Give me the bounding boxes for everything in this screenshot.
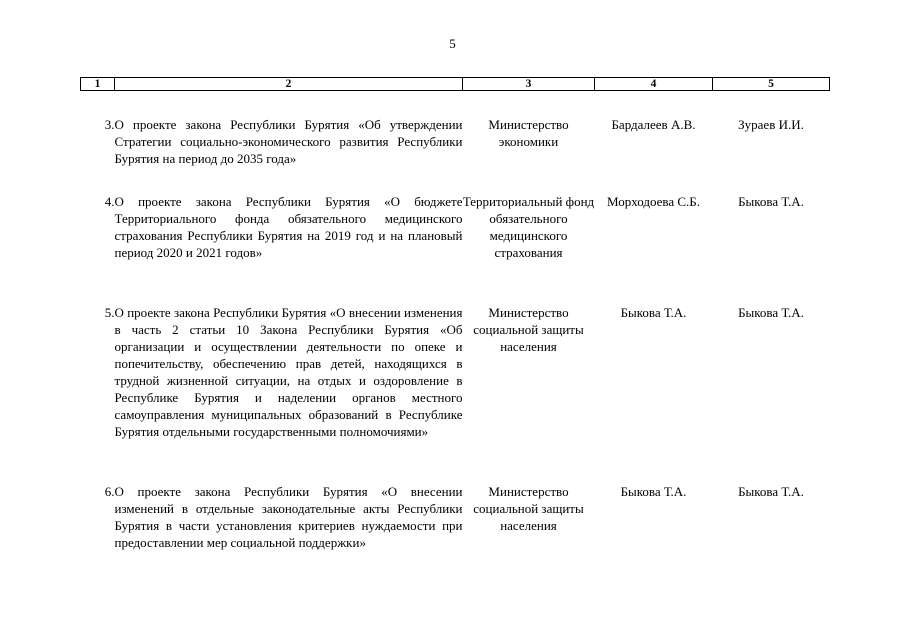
row-rapporteur: Быкова Т.А. xyxy=(620,484,687,499)
table-row xyxy=(81,167,830,261)
row-organization: Министерство социальной защиты населения xyxy=(473,305,584,354)
row-rapporteur: Бардалеев А.В. xyxy=(611,117,696,132)
row-title: О проекте закона Республики Бурятия «О внесении изменений в отдельные законодательные акты Республики Бурятия в части установления критериев нуждаемости при предоставлении мер социальной поддержки» xyxy=(114,484,463,550)
page-number: 5 xyxy=(449,36,456,51)
header-col-1: 1 xyxy=(81,78,115,91)
row-number: 6. xyxy=(104,484,115,499)
agenda-table xyxy=(80,77,830,551)
row-coreporter: Зураев И.И. xyxy=(738,117,804,132)
row-title: О проекте закона Республики Бурятия «Об утверждении Стратегии социально-экономического развития Республики Бурятия на период до 2035 года» xyxy=(114,117,463,166)
table-row xyxy=(81,91,830,168)
row-organization: Министерство социальной защиты населения xyxy=(473,484,584,533)
table-row xyxy=(81,261,830,440)
row-organization: Территориальный фонд обязательного медицинского страхования xyxy=(462,194,595,260)
row-number: 5. xyxy=(104,305,115,320)
row-organization: Министерство экономики xyxy=(488,117,569,149)
header-col-5: 5 xyxy=(713,78,830,91)
row-title: О проекте закона Республики Бурятия «О бюджете Территориального фонда обязательного медицинского страхования Республики Бурятия на 2019 год и на плановый период 2020 и 2021 годов» xyxy=(114,194,463,260)
row-coreporter: Быкова Т.А. xyxy=(738,194,804,209)
row-title: О проекте закона Республики Бурятия «О внесении изменения в часть 2 статьи 10 Закона Республики Бурятия «Об организации и осуществлении деятельности по опеке и попечительству, обеспечению прав детей, находящихся в трудной жизненной ситуации, на отдых и оздоровление в Республике Бурятия и наделении органов местного самоуправления муниципальных образований в Республике Бурятия отдельными государственными полномочиями» xyxy=(114,305,463,439)
row-rapporteur: Морходоева С.Б. xyxy=(606,194,701,209)
table-header xyxy=(81,78,830,91)
header-row xyxy=(81,78,830,91)
row-number: 4. xyxy=(104,194,115,209)
row-coreporter: Быкова Т.А. xyxy=(738,305,804,320)
row-number: 3. xyxy=(104,117,115,132)
row-rapporteur: Быкова Т.А. xyxy=(620,305,687,320)
row-coreporter: Быкова Т.А. xyxy=(738,484,804,499)
header-col-4: 4 xyxy=(595,78,713,91)
header-col-2: 2 xyxy=(115,78,463,91)
header-col-3: 3 xyxy=(463,78,595,91)
table-row xyxy=(81,440,830,551)
